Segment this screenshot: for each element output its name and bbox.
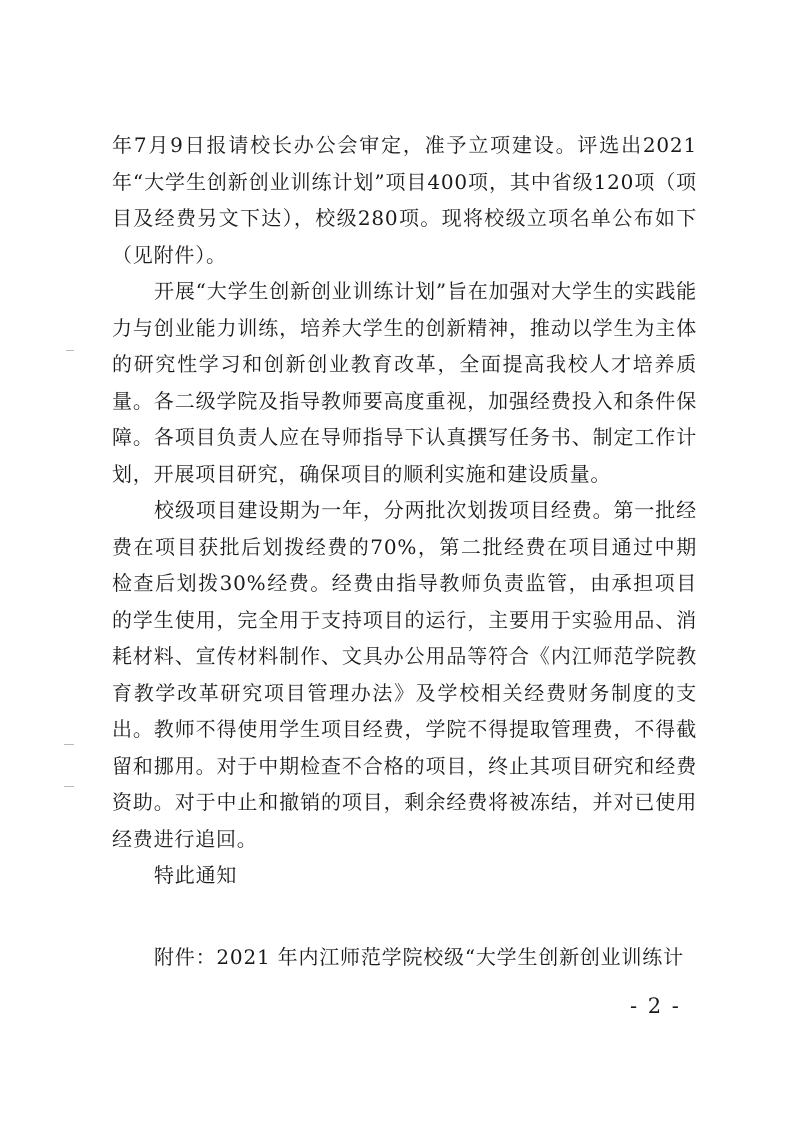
- scan-mark: [64, 786, 74, 787]
- scan-mark: [64, 744, 74, 745]
- document-body: [112, 127, 697, 894]
- attachment-line: [112, 939, 712, 976]
- paragraph-funding-rules: 校级项目建设期为一年，分两批次划拨项目经费。第一批经费在项目获批后划拨经费的70%，第二批经费在项目通过中期检查后划拨30%经费。经费由指导教师负责监管，由承担项目的学生使用，完全用于支持项目的运行，主要用于实验用品、消耗材料、宣传材料制作、文具办公用品等符合《内江师范学院教育教学改革研究项目管理办法》及学校相关经费财务制度的支出。教师不得使用学生项目经费，学院不得提取管理费，不得截留和挪用。对于中期检查不合格的项目，终止其项目研究和经费资助。对于中止和撤销的项目，剩余经费将被冻结，并对已使用经费进行追回。: [112, 498, 697, 851]
- paragraph-approval-summary: 年7月9日报请校长办公会审定，准予立项建设。评选出2021年“大学生创新创业训练计划”项目400项，其中省级120项（项目及经费另文下达），校级280项。现将校级立项名单公布如下（见附件）。: [112, 133, 697, 267]
- scan-mark: [66, 350, 74, 351]
- page-number: - 2 -: [630, 994, 681, 1018]
- attachment-text: 附件：2021 年内江师范学院校级“大学生创新创业训练计: [154, 945, 684, 969]
- paragraph-closing-notice: 特此通知: [154, 863, 238, 887]
- paragraph-program-purpose: 开展“大学生创新创业训练计划”旨在加强对大学生的实践能力与创业能力训练，培养大学生的创新精神，推动以学生为主体的研究性学习和创新创业教育改革，全面提高我校人才培养质量。各二级学院及指导教师要高度重视，加强经费投入和条件保障。各项目负责人应在导师指导下认真撰写任务书、制定工作计划，开展项目研究，确保项目的顺利实施和建设质量。: [112, 279, 697, 486]
